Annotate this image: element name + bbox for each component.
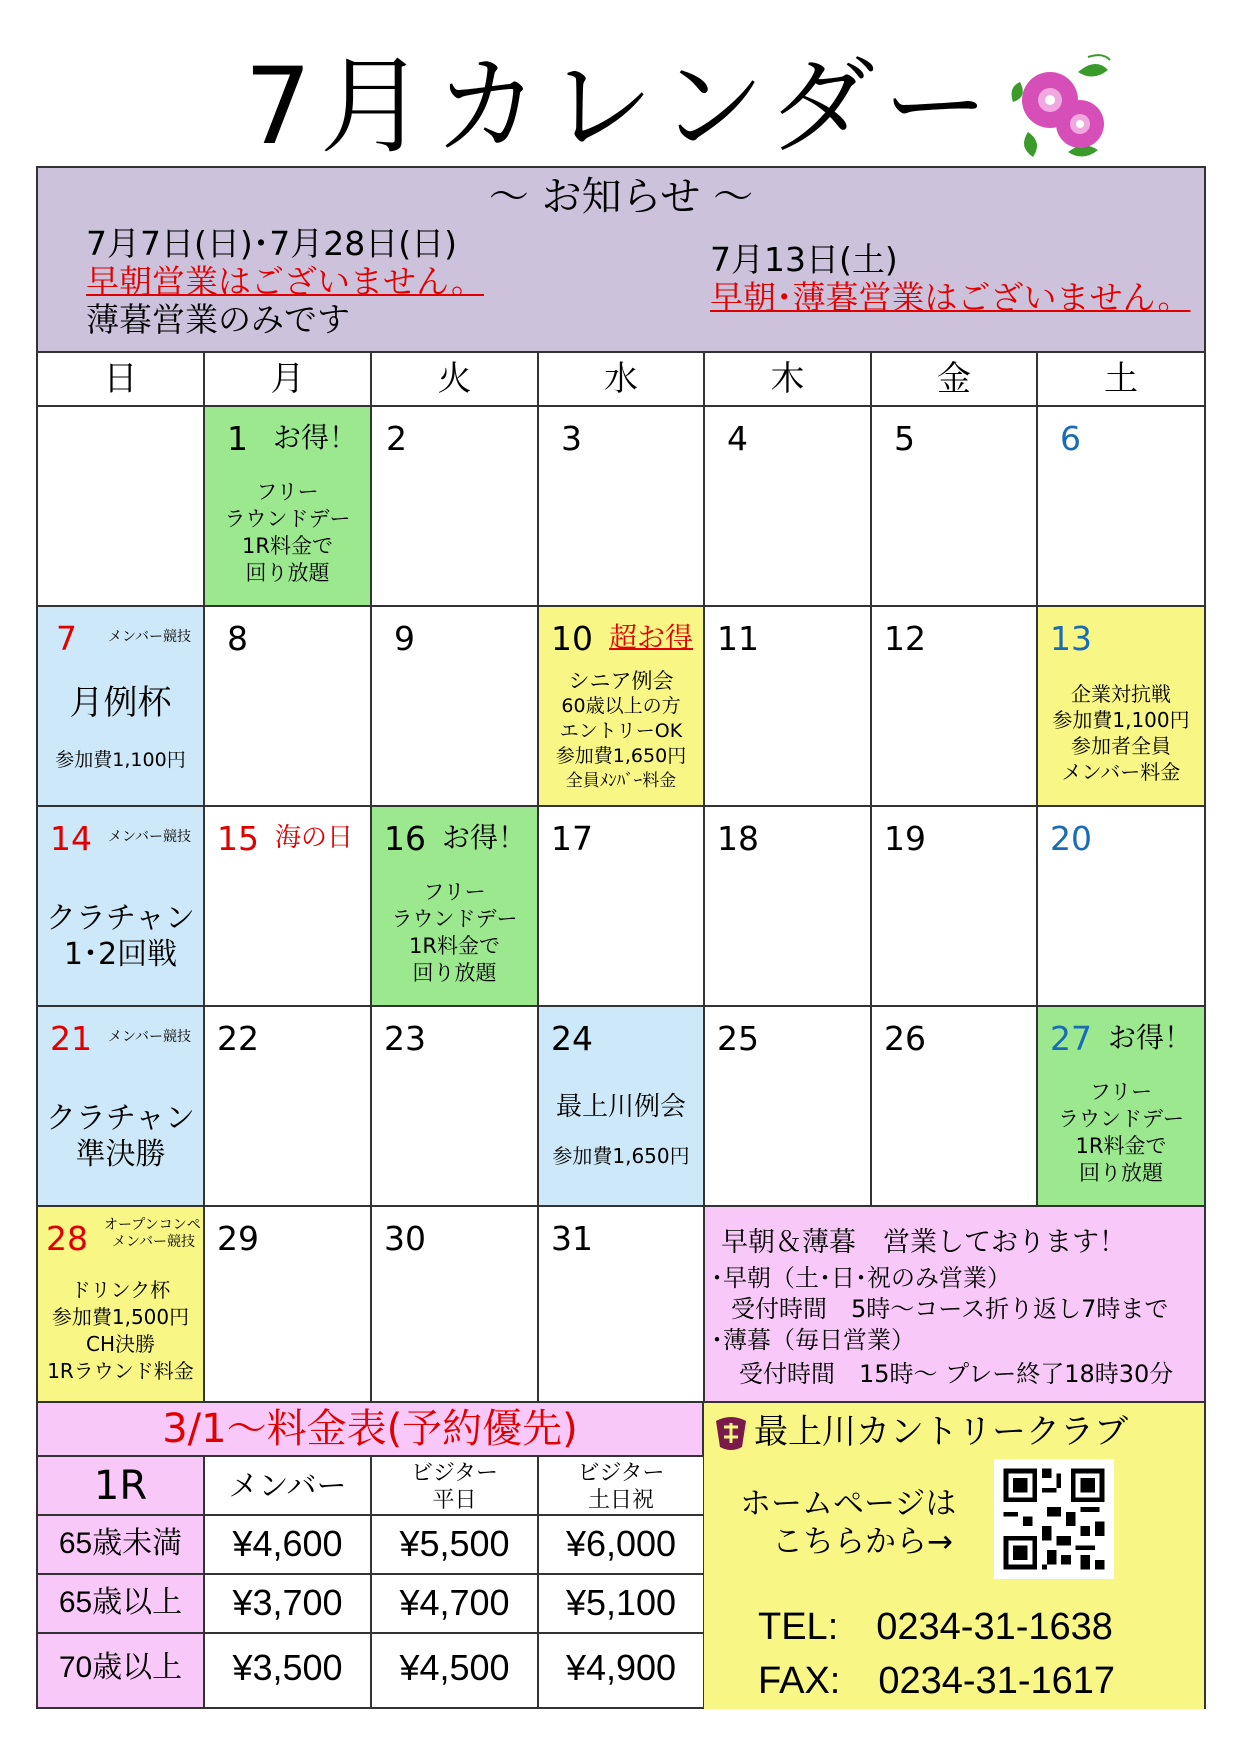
day-tag: 超お得 [609, 621, 694, 654]
day-number: 16 [384, 819, 426, 858]
price-header-member: メンバー [205, 1457, 372, 1516]
day-small-note: メンバー競技 [108, 629, 192, 645]
day-number: 23 [384, 1019, 426, 1058]
day-number: 19 [884, 819, 926, 858]
day-body: ドリンク杯 参加費1,500円 CH決勝 1Rラウンド料金 [47, 1278, 194, 1383]
day-cell-15 [205, 807, 372, 1007]
day-number: 21 [50, 1019, 92, 1058]
day-event: クラチャン 1･2回戦 [45, 901, 196, 972]
price-cell: ¥4,500 [372, 1634, 539, 1709]
weekday-sat: 土 [1038, 352, 1204, 407]
hours-title: 早朝＆薄暮 営業しております！ [721, 1227, 1126, 1258]
day-cell-empty [38, 407, 205, 607]
day-small-note: メンバー競技 [108, 1029, 192, 1045]
hours-line-early-time: 受付時間 5時～コース折り返し7時まで [731, 1295, 1169, 1323]
day-number: 8 [227, 619, 248, 658]
day-number: 12 [884, 619, 926, 658]
price-header-visitor-weekday: ビジター 平日 [372, 1457, 539, 1516]
day-cell-18 [705, 807, 872, 1007]
day-body: フリー ラウンドデー 1R料金で 回り放題 [1058, 1080, 1184, 1185]
day-cell-27 [1038, 1007, 1204, 1207]
price-cell: ¥3,700 [205, 1575, 372, 1634]
price-cell: ¥3,500 [205, 1634, 372, 1709]
day-number: 15 [217, 819, 259, 858]
price-cell: ¥5,500 [372, 1516, 539, 1575]
day-number: 10 [551, 619, 593, 658]
notice-left-note: 薄暮営業のみです [86, 300, 350, 339]
day-cell-3 [539, 407, 705, 607]
notice-heading: ～ お知らせ ～ [488, 174, 754, 220]
price-cell: ¥5,100 [539, 1575, 705, 1634]
notice-right-date: 7月13日(土) [710, 240, 898, 279]
day-number: 22 [217, 1019, 259, 1058]
day-cell-29 [205, 1207, 372, 1403]
day-small-note: メンバー競技 [112, 1234, 196, 1250]
day-number: 17 [551, 819, 593, 858]
day-cell-9 [372, 607, 539, 807]
fax-number: FAX: 0234-31-1617 [758, 1660, 1116, 1702]
day-body: フリー ラウンドデー 1R料金で 回り放題 [224, 480, 351, 585]
weekday-mon: 月 [205, 352, 372, 407]
hours-line-dusk-time: 受付時間 15時～ プレー終了18時30分 [739, 1360, 1174, 1388]
day-cell-14 [38, 807, 205, 1007]
day-small-note: メンバー競技 [108, 829, 192, 845]
tel-number[interactable]: TEL: 0234-31-1638 [758, 1606, 1113, 1648]
day-cell-12 [872, 607, 1038, 807]
day-cell-24 [539, 1007, 705, 1207]
weekday-sun: 日 [38, 352, 205, 407]
price-header-visitor-holiday: ビジター 土日祝 [539, 1457, 705, 1516]
day-number: 20 [1050, 819, 1092, 858]
price-cell: ¥4,600 [205, 1516, 372, 1575]
day-cell-2 [372, 407, 539, 607]
day-number: 31 [551, 1219, 593, 1258]
club-logo-icon [712, 1413, 750, 1453]
day-body: 企業対抗戦 参加費1,100円 参加者全員 メンバー料金 [1052, 682, 1190, 784]
qr-code[interactable] [994, 1459, 1114, 1579]
hours-box [705, 1207, 1204, 1403]
weekday-thu: 木 [705, 352, 872, 407]
day-cell-31 [539, 1207, 705, 1403]
price-row-label: 65歳以上 [38, 1575, 205, 1634]
day-number: 26 [884, 1019, 926, 1058]
price-cell: ¥6,000 [539, 1516, 705, 1575]
day-tag: お得！ [1108, 1021, 1193, 1054]
day-tag: 海の日 [275, 823, 354, 853]
notice-left-red: 早朝営業はございません。 [86, 262, 484, 301]
day-cell-21 [38, 1007, 205, 1207]
day-event: 月例杯 [69, 683, 172, 723]
day-number: 29 [217, 1219, 259, 1258]
club-name: 最上川カントリークラブ [754, 1412, 1128, 1452]
notice-right-red: 早朝･薄暮営業はございません。 [710, 278, 1191, 317]
homepage-text-2: こちらから→ [772, 1524, 953, 1560]
price-cell: ¥4,700 [372, 1575, 539, 1634]
day-cell-20 [1038, 807, 1204, 1007]
day-cell-25 [705, 1007, 872, 1207]
day-number: 25 [717, 1019, 759, 1058]
day-number: 30 [384, 1219, 426, 1258]
hours-line-dusk: ･薄暮（毎日営業） [711, 1326, 915, 1354]
day-cell-26 [872, 1007, 1038, 1207]
notice-left-date: 7月7日(日)･7月28日(日) [86, 224, 457, 263]
day-tag: お得！ [442, 821, 527, 854]
day-number: 3 [561, 419, 582, 458]
price-row-label: 65歳未満 [38, 1516, 205, 1575]
day-number: 18 [717, 819, 759, 858]
day-cell-19 [872, 807, 1038, 1007]
day-number: 28 [46, 1219, 88, 1258]
club-info-box [704, 1403, 1204, 1709]
day-fee: 参加費1,100円 [55, 749, 186, 771]
day-number: 11 [717, 619, 759, 658]
price-row-label: 70歳以上 [38, 1634, 205, 1709]
day-cell-30 [372, 1207, 539, 1403]
day-cell-5 [872, 407, 1038, 607]
price-cell: ¥4,900 [539, 1634, 705, 1709]
day-number: 9 [394, 619, 415, 658]
day-cell-4 [705, 407, 872, 607]
day-cell-17 [539, 807, 705, 1007]
day-number: 4 [727, 419, 748, 458]
day-cell-1 [205, 407, 372, 607]
day-number: 24 [551, 1019, 593, 1058]
day-cell-11 [705, 607, 872, 807]
day-cell-8 [205, 607, 372, 807]
notice-box [38, 168, 1204, 353]
weekday-tue: 火 [372, 352, 539, 407]
day-number: 7 [56, 619, 77, 658]
day-cell-6 [1038, 407, 1204, 607]
day-number: 5 [894, 419, 915, 458]
day-cell-13 [1038, 607, 1204, 807]
day-number: 13 [1050, 619, 1092, 658]
day-cell-16 [372, 807, 539, 1007]
day-number: 2 [386, 419, 407, 458]
morning-glory-icon [1008, 52, 1113, 162]
day-event: 最上川例会 [555, 1092, 686, 1122]
day-body: シニア例会 60歳以上の方 エントリーOK 参加費1,650円 全員ﾒﾝﾊﾞｰ料金 [555, 669, 687, 791]
day-cell-10 [539, 607, 705, 807]
price-title: 3/1～料金表(予約優先) [38, 1403, 704, 1457]
price-header-1r: 1R [38, 1457, 205, 1516]
weekday-wed: 水 [539, 352, 705, 407]
day-small-note: オープンコンペ [104, 1217, 201, 1233]
weekday-fri: 金 [872, 352, 1038, 407]
day-cell-7 [38, 607, 205, 807]
day-event: クラチャン 準決勝 [45, 1101, 196, 1172]
day-fee: 参加費1,650円 [552, 1144, 690, 1168]
day-body: フリー ラウンドデー 1R料金で 回り放題 [391, 880, 518, 985]
hours-line-early: ･早朝（土･日･祝のみ営業） [711, 1264, 1011, 1292]
day-number: 6 [1060, 419, 1081, 458]
day-tag: お得！ [273, 421, 358, 454]
day-cell-28 [38, 1207, 205, 1403]
day-number: 1 [227, 419, 248, 458]
day-cell-23 [372, 1007, 539, 1207]
homepage-text-1: ホームページは [740, 1486, 957, 1522]
day-number: 14 [50, 819, 92, 858]
day-cell-22 [205, 1007, 372, 1207]
page-title: 7月カレンダー [244, 45, 997, 168]
day-number: 27 [1050, 1019, 1092, 1058]
